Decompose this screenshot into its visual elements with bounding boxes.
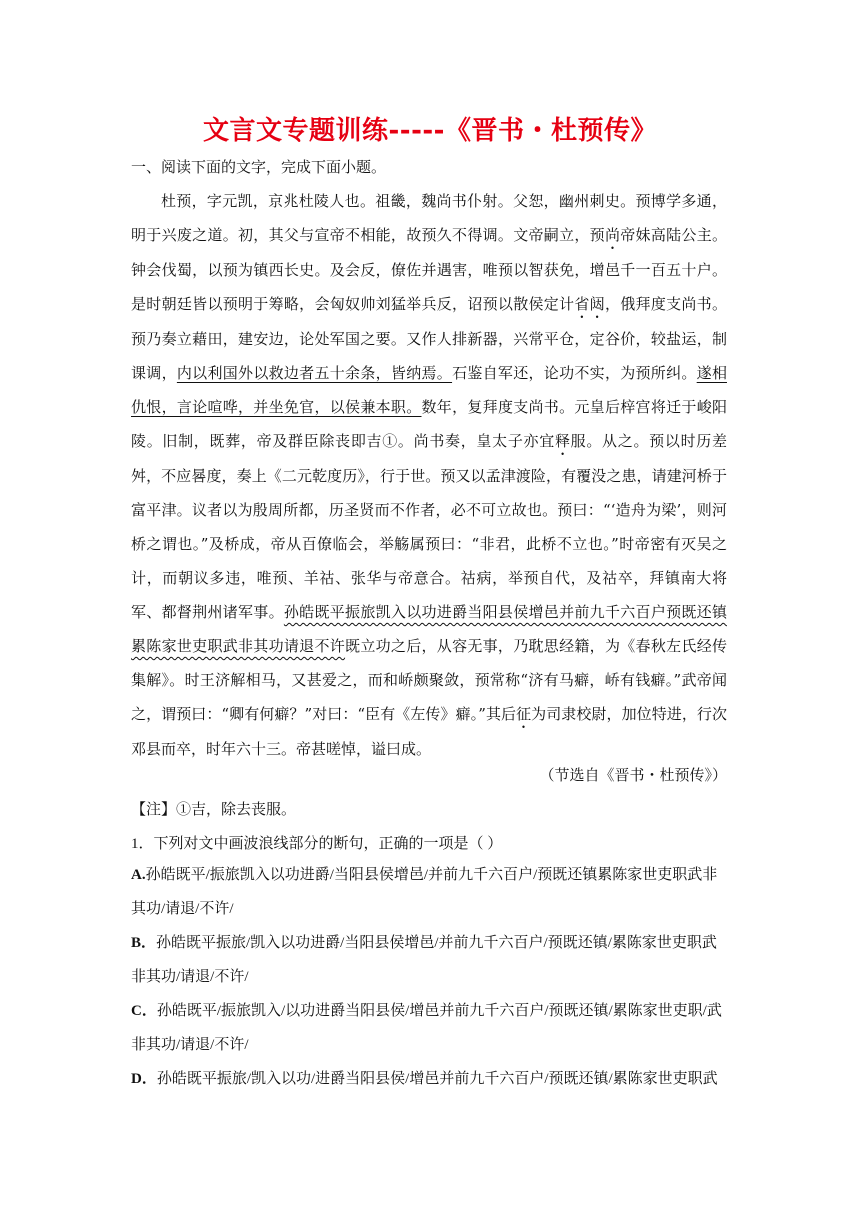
option-text: 孙皓既平振旅/凯入以功进爵/当阳县侯增邑/并前九千六百户/预既还镇/累陈家世吏职武非其功/请退/不许/ xyxy=(131,935,717,985)
passage-text: 服。从之。预以时历差舛，不应晷度，奏上《二元乾度历》，行于世。预又以孟津渡险，有覆没之患，请建河桥于富平津。议者以为殷周所都，历圣贤而不作者，必不可立故也。预曰：“‘造舟为梁’，则河桥之谓也。”及桥成，帝从百僚临会，举觞属预曰：“非君，此桥不立也。”时帝密有灭吴之计，而朝议多违，唯预、羊祜、张华与帝意合。祜病，举预自代，及祜卒，拜镇南大将军、都督荆州诸军事。 xyxy=(131,432,727,621)
emphasized-char: 释 xyxy=(554,432,571,450)
option-a xyxy=(131,858,729,926)
option-d xyxy=(131,1062,729,1096)
passage-text: 帝妹高陆公主。钟会伐蜀，以预为镇西长史。及会反，僚佐并遇害，唯预以智获免，增邑千一百五十户。是时朝廷皆以预明于筹略，会匈奴帅刘猛举兵反，诏预以散侯定计 xyxy=(131,226,727,313)
question-stem: 1．下列对文中画波浪线部分的断句，正确的一项是（ ） xyxy=(131,836,503,852)
emphasized-char: 尚 xyxy=(604,226,621,244)
option-letter: C． xyxy=(131,1003,157,1019)
wavy-underlined-sentence: 孙皓既平振旅凯入以功进爵当阳县侯增邑并前九千六百户预既还镇累陈家世吏职武非其功请退不许 xyxy=(131,603,727,655)
emphasized-char: 闼 xyxy=(589,295,605,313)
classical-passage xyxy=(131,184,727,766)
option-letter: D． xyxy=(131,1071,157,1087)
emphasized-char: 征 xyxy=(516,705,532,723)
option-text: 孙皓既平振旅/凯入以功/进爵当阳县侯/增邑并前九千六百户/预既还镇/累陈家世吏职武 xyxy=(156,1071,718,1087)
emphasized-char: 省 xyxy=(574,295,590,313)
passage-paragraph xyxy=(131,184,727,766)
section-instruction: 一、阅读下面的文字，完成下面小题。 xyxy=(131,158,387,176)
passage-text: 石鉴自军还，论功不实，为预所纠。 xyxy=(452,364,697,382)
option-c xyxy=(131,994,729,1062)
option-text: 孙皓既平/振旅凯入/以功进爵当阳县侯/增邑并前九千六百户/预既还镇/累陈家世吏职/武非其功/请退/不许/ xyxy=(131,1003,722,1053)
underlined-sentence: 内以利国外以救边者五十余条，皆纳焉。 xyxy=(176,364,453,382)
document-title: 文言文专题训练-----《晋书・杜预传》 xyxy=(203,116,657,146)
option-b xyxy=(131,926,729,994)
passage-text: 既立功之后，从容无事，乃耽思经籍，为《春秋左氏经传集解》。时王济解相马，又甚爱之，而和峤颇聚敛，预常称“济有马癖，峤有钱癖。”武帝闻之，谓预曰：“卿有何癖？”对曰：“臣有《左传》癖。”其后 xyxy=(131,637,727,723)
passage-text: ，俄拜度支尚书。预乃奏立藉田，建安边，论处军国之要。又作人排新器，兴常平仓，定谷价，较盐运，制课调， xyxy=(131,295,727,382)
passage-text: 为司隶校尉，加位特进，行次邓县而卒，时年六十三。帝甚嗟悼，谥曰成。 xyxy=(131,705,727,758)
annotation-note: 【注】①吉，除去丧服。 xyxy=(131,800,297,818)
passage-text: 杜预，字元凯，京兆杜陵人也。祖畿，魏尚书仆射。父恕，幽州刺史。预博学多通，明于兴废之道。初，其父与宣帝不相能，故预久不得调。文帝嗣立，预 xyxy=(131,192,727,244)
underlined-sentence: 遂相仇恨，言论喧哗，并坐免官，以侯兼本职。 xyxy=(131,364,727,416)
option-text: 孙皓既平/振旅凯入以功进爵/当阳县侯增邑/并前九千六百户/预既还镇累陈家世吏职武非其功/请退/不许/ xyxy=(131,867,718,917)
passage-source: （节选自《晋书・杜预传》） xyxy=(539,766,727,784)
option-letter: B． xyxy=(131,935,157,951)
passage-text: 数年，复拜度支尚书。元皇后梓宫将迁于峻阳陵。旧制，既葬，帝及群臣除丧即吉①。尚书奏，皇太子亦宜 xyxy=(131,398,727,450)
option-letter: A. xyxy=(131,867,146,883)
